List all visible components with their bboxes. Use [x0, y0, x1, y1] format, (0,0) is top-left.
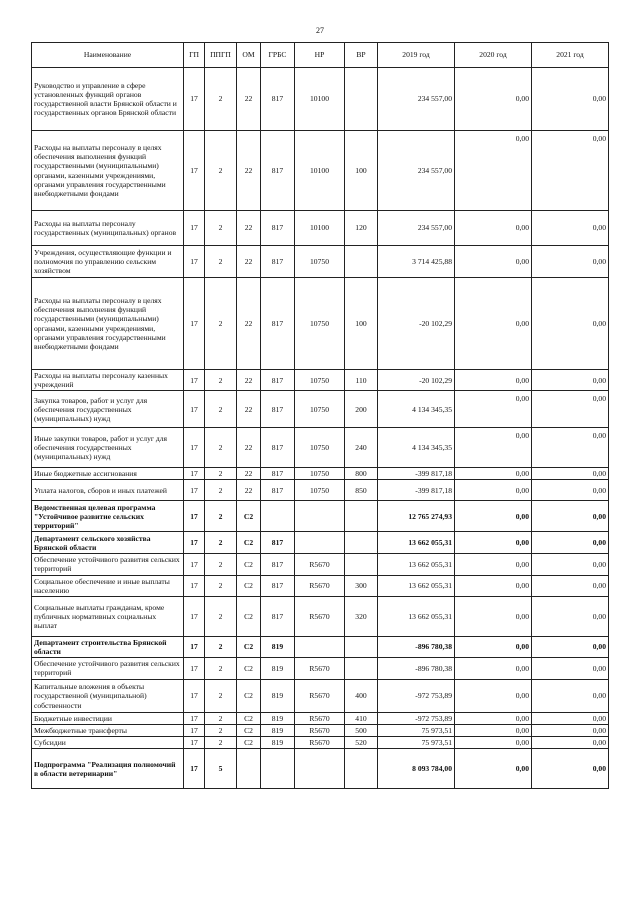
cell-nr: 10750 — [295, 468, 345, 480]
cell-name: Расходы на выплаты персоналу государственных (муниципальных) органов — [32, 211, 184, 246]
cell-2021: 0,00 — [532, 131, 609, 211]
table-row — [32, 679, 609, 712]
cell-ppgp: 2 — [205, 532, 237, 554]
column-header: Наименование — [32, 43, 184, 68]
cell-grbs: 817 — [261, 532, 295, 554]
cell-nr: 10750 — [295, 278, 345, 370]
cell-grbs: 817 — [261, 428, 295, 468]
table-row — [32, 468, 609, 480]
cell-2019: 3 714 425,88 — [378, 246, 455, 278]
column-header: ВР — [345, 43, 378, 68]
cell-vr: 100 — [345, 278, 378, 370]
cell-2021: 0,00 — [532, 554, 609, 575]
cell-2021: 0,00 — [532, 575, 609, 596]
cell-vr: 400 — [345, 679, 378, 712]
cell-grbs: 819 — [261, 712, 295, 724]
table-row — [32, 712, 609, 724]
cell-2020: 0,00 — [455, 428, 532, 468]
cell-vr: 320 — [345, 596, 378, 636]
cell-2020: 0,00 — [455, 532, 532, 554]
cell-gp: 17 — [184, 278, 205, 370]
cell-2019: -972 753,89 — [378, 679, 455, 712]
cell-nr: 10100 — [295, 211, 345, 246]
cell-om: С2 — [237, 712, 261, 724]
cell-vr: 300 — [345, 575, 378, 596]
cell-vr: 500 — [345, 725, 378, 737]
page-number: 27 — [316, 26, 324, 35]
cell-grbs: 817 — [261, 480, 295, 501]
cell-nr: 10750 — [295, 428, 345, 468]
cell-name: Иные закупки товаров, работ и услуг для обеспечения государственных (муниципальных) нужд — [32, 428, 184, 468]
cell-2019: -20 102,29 — [378, 278, 455, 370]
cell-2019: 13 662 055,31 — [378, 554, 455, 575]
cell-2020: 0,00 — [455, 679, 532, 712]
column-header: НР — [295, 43, 345, 68]
cell-2019: -896 780,38 — [378, 636, 455, 657]
cell-name: Бюджетные инвестиции — [32, 712, 184, 724]
cell-name: Закупка товаров, работ и услуг для обеспечения государственных (муниципальных) нужд — [32, 391, 184, 428]
table-row — [32, 246, 609, 278]
table-row — [32, 636, 609, 657]
table-row — [32, 211, 609, 246]
cell-gp: 17 — [184, 480, 205, 501]
budget-table — [31, 42, 609, 789]
table-body — [32, 68, 609, 789]
cell-2019: 13 662 055,31 — [378, 596, 455, 636]
cell-vr — [345, 501, 378, 532]
cell-2021: 0,00 — [532, 725, 609, 737]
cell-om — [237, 749, 261, 789]
cell-gp: 17 — [184, 211, 205, 246]
cell-gp: 17 — [184, 657, 205, 679]
cell-2021: 0,00 — [532, 428, 609, 468]
table-row — [32, 278, 609, 370]
cell-om: С2 — [237, 501, 261, 532]
cell-nr: 10750 — [295, 370, 345, 391]
cell-vr: 850 — [345, 480, 378, 501]
cell-nr: R5670 — [295, 712, 345, 724]
cell-om: 22 — [237, 480, 261, 501]
table-row — [32, 532, 609, 554]
table-row — [32, 428, 609, 468]
cell-om: 22 — [237, 468, 261, 480]
table-row — [32, 370, 609, 391]
cell-grbs: 817 — [261, 68, 295, 131]
cell-gp: 17 — [184, 428, 205, 468]
cell-2019: 75 973,51 — [378, 725, 455, 737]
cell-gp: 17 — [184, 749, 205, 789]
cell-2020: 0,00 — [455, 370, 532, 391]
cell-grbs: 817 — [261, 278, 295, 370]
cell-om: 22 — [237, 211, 261, 246]
cell-name: Капитальные вложения в объекты государственной (муниципальной) собственности — [32, 679, 184, 712]
cell-2020: 0,00 — [455, 68, 532, 131]
cell-gp: 17 — [184, 370, 205, 391]
cell-om: С2 — [237, 725, 261, 737]
cell-2021: 0,00 — [532, 596, 609, 636]
cell-nr: 10750 — [295, 246, 345, 278]
cell-name: Социальное обеспечение и иные выплаты населению — [32, 575, 184, 596]
cell-ppgp: 2 — [205, 468, 237, 480]
header-row — [32, 43, 609, 68]
cell-vr — [345, 749, 378, 789]
cell-gp: 17 — [184, 725, 205, 737]
cell-2019: -896 780,38 — [378, 657, 455, 679]
cell-name: Иные бюджетные ассигнования — [32, 468, 184, 480]
cell-2019: 4 134 345,35 — [378, 428, 455, 468]
table-row — [32, 480, 609, 501]
cell-nr: R5670 — [295, 679, 345, 712]
cell-nr: R5670 — [295, 554, 345, 575]
cell-2020: 0,00 — [455, 211, 532, 246]
cell-vr — [345, 636, 378, 657]
cell-om: С2 — [237, 554, 261, 575]
cell-ppgp: 2 — [205, 725, 237, 737]
cell-2019: 13 662 055,31 — [378, 575, 455, 596]
cell-gp: 17 — [184, 636, 205, 657]
cell-grbs — [261, 749, 295, 789]
cell-nr: R5670 — [295, 737, 345, 749]
cell-name: Обеспечение устойчивого развития сельских территорий — [32, 657, 184, 679]
cell-vr — [345, 657, 378, 679]
cell-grbs: 819 — [261, 657, 295, 679]
cell-om: 22 — [237, 68, 261, 131]
cell-2021: 0,00 — [532, 737, 609, 749]
cell-nr — [295, 749, 345, 789]
cell-om: С2 — [237, 636, 261, 657]
cell-om: 22 — [237, 428, 261, 468]
cell-grbs: 819 — [261, 737, 295, 749]
table-row — [32, 657, 609, 679]
cell-name: Подпрограмма "Реализация полномочий в области ветеринарии" — [32, 749, 184, 789]
cell-2020: 0,00 — [455, 391, 532, 428]
cell-gp: 17 — [184, 391, 205, 428]
cell-ppgp: 2 — [205, 428, 237, 468]
cell-2019: 8 093 784,00 — [378, 749, 455, 789]
cell-gp: 17 — [184, 737, 205, 749]
cell-grbs — [261, 501, 295, 532]
cell-om: С2 — [237, 596, 261, 636]
cell-2021: 0,00 — [532, 468, 609, 480]
table-row — [32, 749, 609, 789]
cell-2021: 0,00 — [532, 636, 609, 657]
cell-2020: 0,00 — [455, 636, 532, 657]
cell-2019: 234 557,00 — [378, 131, 455, 211]
cell-2020: 0,00 — [455, 554, 532, 575]
cell-2021: 0,00 — [532, 68, 609, 131]
column-header: ГП — [184, 43, 205, 68]
cell-gp: 17 — [184, 501, 205, 532]
cell-grbs: 817 — [261, 554, 295, 575]
cell-2020: 0,00 — [455, 246, 532, 278]
cell-ppgp: 2 — [205, 679, 237, 712]
cell-om: 22 — [237, 370, 261, 391]
cell-grbs: 817 — [261, 211, 295, 246]
cell-nr: R5670 — [295, 725, 345, 737]
column-header: ГРБС — [261, 43, 295, 68]
table-row — [32, 596, 609, 636]
cell-vr: 200 — [345, 391, 378, 428]
cell-2021: 0,00 — [532, 370, 609, 391]
cell-2021: 0,00 — [532, 679, 609, 712]
cell-2019: 75 973,51 — [378, 737, 455, 749]
cell-name: Департамент строительства Брянской области — [32, 636, 184, 657]
cell-vr: 100 — [345, 131, 378, 211]
cell-om: С2 — [237, 532, 261, 554]
cell-2020: 0,00 — [455, 737, 532, 749]
cell-om: 22 — [237, 278, 261, 370]
cell-2020: 0,00 — [455, 468, 532, 480]
cell-2020: 0,00 — [455, 278, 532, 370]
cell-name: Учреждения, осуществляющие функции и полномочия по управлению сельским хозяйством — [32, 246, 184, 278]
cell-2020: 0,00 — [455, 131, 532, 211]
cell-om: С2 — [237, 575, 261, 596]
cell-vr — [345, 554, 378, 575]
table-row — [32, 554, 609, 575]
cell-vr: 520 — [345, 737, 378, 749]
cell-ppgp: 2 — [205, 246, 237, 278]
cell-ppgp: 2 — [205, 737, 237, 749]
cell-2019: 12 765 274,93 — [378, 501, 455, 532]
cell-ppgp: 2 — [205, 480, 237, 501]
cell-name: Уплата налогов, сборов и иных платежей — [32, 480, 184, 501]
cell-2021: 0,00 — [532, 391, 609, 428]
cell-2020: 0,00 — [455, 501, 532, 532]
cell-ppgp: 2 — [205, 278, 237, 370]
cell-ppgp: 2 — [205, 391, 237, 428]
cell-2019: -20 102,29 — [378, 370, 455, 391]
cell-vr — [345, 68, 378, 131]
cell-vr — [345, 532, 378, 554]
cell-nr: 10100 — [295, 131, 345, 211]
cell-gp: 17 — [184, 712, 205, 724]
cell-vr: 800 — [345, 468, 378, 480]
cell-2019: -972 753,89 — [378, 712, 455, 724]
cell-gp: 17 — [184, 575, 205, 596]
cell-2021: 0,00 — [532, 501, 609, 532]
cell-ppgp: 2 — [205, 636, 237, 657]
cell-ppgp: 2 — [205, 68, 237, 131]
cell-ppgp: 2 — [205, 501, 237, 532]
cell-name: Ведомственная целевая программа "Устойчивое развитие сельских территорий" — [32, 501, 184, 532]
cell-ppgp: 2 — [205, 211, 237, 246]
cell-2021: 0,00 — [532, 246, 609, 278]
table-row — [32, 725, 609, 737]
cell-nr — [295, 636, 345, 657]
cell-om: 22 — [237, 131, 261, 211]
cell-2021: 0,00 — [532, 532, 609, 554]
cell-grbs: 819 — [261, 725, 295, 737]
cell-name: Расходы на выплаты персоналу в целях обеспечения выполнения функций государственными (муниципальными) органами, казенными учреждениями, органами управления государственными внебюджетными фондами — [32, 278, 184, 370]
cell-grbs: 817 — [261, 391, 295, 428]
cell-nr: R5670 — [295, 657, 345, 679]
cell-2020: 0,00 — [455, 480, 532, 501]
table-row — [32, 391, 609, 428]
cell-name: Руководство и управление в сфере установленных функций органов государственной власти Брянской области и государственных органов Брянской области — [32, 68, 184, 131]
cell-2019: 234 557,00 — [378, 211, 455, 246]
column-header: ППГП — [205, 43, 237, 68]
cell-ppgp: 2 — [205, 575, 237, 596]
cell-ppgp: 2 — [205, 657, 237, 679]
cell-nr: 10750 — [295, 391, 345, 428]
cell-om: С2 — [237, 679, 261, 712]
cell-name: Межбюджетные трансферты — [32, 725, 184, 737]
cell-nr: R5670 — [295, 575, 345, 596]
cell-2020: 0,00 — [455, 575, 532, 596]
cell-ppgp: 2 — [205, 712, 237, 724]
cell-2019: -399 817,18 — [378, 468, 455, 480]
cell-2021: 0,00 — [532, 211, 609, 246]
cell-ppgp: 2 — [205, 596, 237, 636]
cell-ppgp: 5 — [205, 749, 237, 789]
cell-grbs: 817 — [261, 131, 295, 211]
column-header: ОМ — [237, 43, 261, 68]
cell-gp: 17 — [184, 554, 205, 575]
table-row — [32, 501, 609, 532]
cell-vr: 110 — [345, 370, 378, 391]
cell-grbs: 817 — [261, 596, 295, 636]
column-header: 2021 год — [532, 43, 609, 68]
cell-grbs: 819 — [261, 679, 295, 712]
cell-om: С2 — [237, 657, 261, 679]
cell-2019: 234 557,00 — [378, 68, 455, 131]
cell-nr: 10100 — [295, 68, 345, 131]
cell-grbs: 817 — [261, 468, 295, 480]
cell-vr: 120 — [345, 211, 378, 246]
cell-vr — [345, 246, 378, 278]
cell-ppgp: 2 — [205, 131, 237, 211]
table-row — [32, 131, 609, 211]
cell-name: Обеспечение устойчивого развития сельских территорий — [32, 554, 184, 575]
cell-nr — [295, 532, 345, 554]
cell-name: Департамент сельского хозяйства Брянской области — [32, 532, 184, 554]
cell-gp: 17 — [184, 532, 205, 554]
cell-2019: 4 134 345,35 — [378, 391, 455, 428]
cell-grbs: 817 — [261, 575, 295, 596]
cell-nr: R5670 — [295, 596, 345, 636]
cell-vr: 410 — [345, 712, 378, 724]
cell-gp: 17 — [184, 468, 205, 480]
cell-2020: 0,00 — [455, 749, 532, 789]
cell-grbs: 817 — [261, 246, 295, 278]
cell-grbs: 819 — [261, 636, 295, 657]
table-row — [32, 575, 609, 596]
cell-gp: 17 — [184, 131, 205, 211]
cell-2021: 0,00 — [532, 749, 609, 789]
cell-name: Расходы на выплаты персоналу казенных учреждений — [32, 370, 184, 391]
cell-2019: 13 662 055,31 — [378, 532, 455, 554]
cell-2020: 0,00 — [455, 712, 532, 724]
cell-gp: 17 — [184, 68, 205, 131]
cell-2020: 0,00 — [455, 657, 532, 679]
cell-ppgp: 2 — [205, 370, 237, 391]
cell-2021: 0,00 — [532, 480, 609, 501]
cell-2021: 0,00 — [532, 278, 609, 370]
cell-om: 22 — [237, 391, 261, 428]
cell-name: Расходы на выплаты персоналу в целях обеспечения выполнения функций государственными (муниципальными) органами, казенными учреждениями, органами управления государственными внебюджетными фондами — [32, 131, 184, 211]
cell-vr: 240 — [345, 428, 378, 468]
cell-2020: 0,00 — [455, 725, 532, 737]
cell-nr: 10750 — [295, 480, 345, 501]
cell-om: С2 — [237, 737, 261, 749]
column-header: 2020 год — [455, 43, 532, 68]
cell-nr — [295, 501, 345, 532]
table-row — [32, 68, 609, 131]
cell-2021: 0,00 — [532, 657, 609, 679]
cell-2019: -399 817,18 — [378, 480, 455, 501]
cell-2021: 0,00 — [532, 712, 609, 724]
cell-grbs: 817 — [261, 370, 295, 391]
column-header: 2019 год — [378, 43, 455, 68]
cell-gp: 17 — [184, 246, 205, 278]
cell-gp: 17 — [184, 679, 205, 712]
cell-gp: 17 — [184, 596, 205, 636]
cell-ppgp: 2 — [205, 554, 237, 575]
cell-name: Социальные выплаты гражданам, кроме публичных нормативных социальных выплат — [32, 596, 184, 636]
cell-2020: 0,00 — [455, 596, 532, 636]
table-row — [32, 737, 609, 749]
cell-name: Субсидии — [32, 737, 184, 749]
cell-om: 22 — [237, 246, 261, 278]
